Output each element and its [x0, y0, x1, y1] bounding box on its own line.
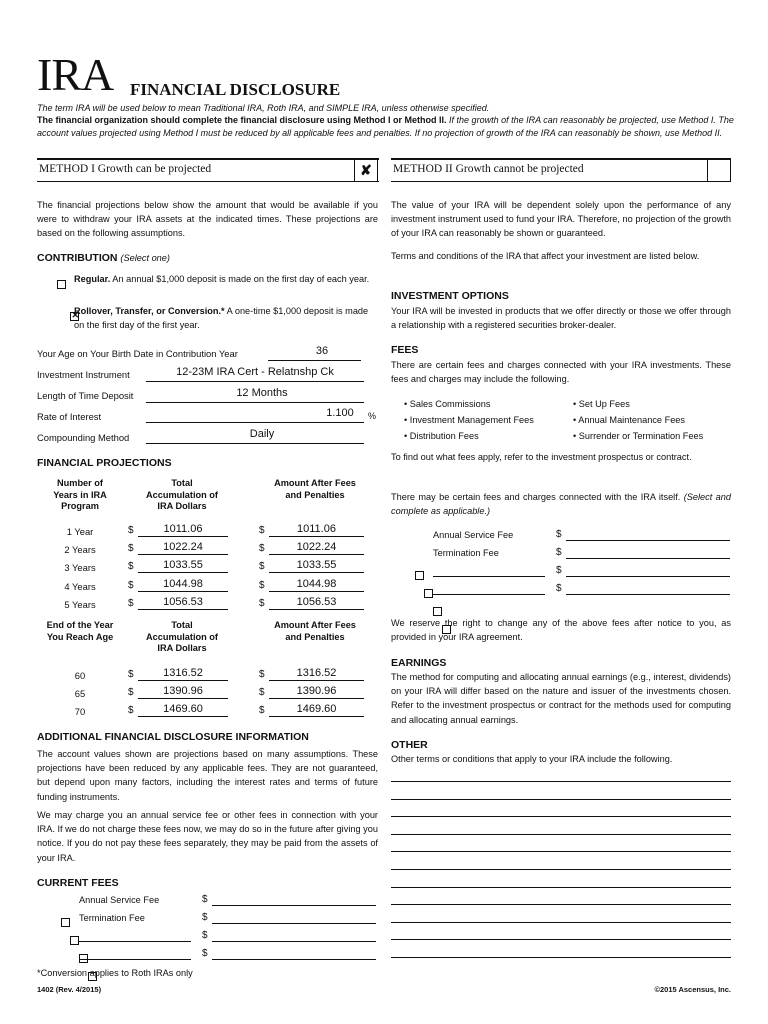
dollar-sign: $ [128, 705, 134, 717]
dollar-sign: $ [259, 597, 265, 609]
intro-bold: The financial organization should complete the financial disclosure using Method I or Method II. [37, 115, 447, 125]
ira-fee-amount-line[interactable] [566, 558, 730, 559]
other-write-line[interactable] [391, 922, 731, 923]
certain-fees-text [391, 490, 731, 518]
other-write-line[interactable] [391, 869, 731, 870]
years-row-label: 4 Years [64, 580, 96, 592]
method2-checkbox[interactable] [707, 159, 731, 181]
investment-heading: INVESTMENT OPTIONS [391, 290, 509, 302]
other-write-line[interactable] [391, 887, 731, 888]
dollar-sign: $ [128, 597, 134, 609]
method1-title: METHOD I Growth can be projected [39, 163, 212, 175]
fee-bullet-item: • Sales Commissions [404, 399, 491, 409]
dollar-sign: $ [128, 687, 134, 699]
additional-heading: ADDITIONAL FINANCIAL DISCLOSURE INFORMATION [37, 731, 309, 743]
method2-p1: The value of your IRA will be dependent solely upon the performance of any investment instrument used to fund your IRA. Therefore, no projection of the growth of your IRA can reasonably be shown or guaranteed. [391, 200, 731, 239]
years-total-value[interactable]: 1044.98 [138, 578, 228, 592]
years-row-label: 1 Year [66, 526, 94, 537]
rate-unit: % [368, 411, 377, 421]
find-out-text: To find out what fees apply, refer to the investment prospectus or contract. [391, 452, 692, 462]
dollar-sign: $ [202, 930, 208, 941]
years-after-value[interactable]: 1011.06 [269, 523, 364, 537]
ira-fee-label: Annual Service Fee [433, 530, 514, 540]
fee-amount-line[interactable] [212, 941, 376, 942]
years-total-value[interactable]: 1022.24 [138, 541, 228, 555]
table2-header-age: End of the Year You Reach Age [46, 620, 114, 642]
years-row-label: 3 Years [64, 562, 96, 574]
table1-header-after: Amount After Fees and Penalties [274, 478, 356, 500]
age-value: 36 [315, 345, 329, 357]
dollar-sign: $ [556, 547, 562, 558]
age-after-value[interactable]: 1469.60 [269, 703, 364, 717]
rollover-text: A one-time $1,000 deposit is made on the first day of the first year. [74, 306, 369, 331]
other-text: Other terms or conditions that apply to your IRA include the following. [391, 754, 673, 764]
dollar-sign: $ [556, 529, 562, 540]
dollar-sign: $ [556, 583, 562, 594]
dollar-sign: $ [259, 525, 265, 536]
earnings-heading: EARNINGS [391, 657, 447, 669]
length-value: 12 Months [236, 387, 288, 399]
age-label: Your Age on Your Birth Date in Contribution Year [37, 348, 238, 359]
other-write-line[interactable] [391, 781, 731, 782]
contribution-heading [37, 252, 170, 264]
ira-fee-checkbox[interactable] [433, 607, 442, 616]
fee-amount-line[interactable] [212, 959, 376, 960]
method2-bottom-rule [391, 181, 731, 182]
ira-fee-checkbox[interactable] [415, 571, 424, 580]
fee-amount-line[interactable] [212, 923, 376, 924]
other-write-line[interactable] [391, 834, 731, 835]
age-total-value[interactable]: 1469.60 [138, 703, 228, 717]
ira-fee-checkbox[interactable] [424, 589, 433, 598]
dollar-sign: $ [202, 912, 208, 923]
method2-p2: Terms and conditions of the IRA that affect your investment are listed below. [391, 251, 700, 261]
reserve-text: We reserve the right to change any of the above fees after notice to you, as provided in your IRA agreement. [391, 618, 731, 643]
rate-value: 1.100 [326, 407, 354, 419]
ira-fee-amount-line[interactable] [566, 576, 730, 577]
table2-header-total: Total Accumulation of IRA Dollars [146, 620, 218, 653]
fee-bullet-item: • Distribution Fees [404, 431, 479, 441]
copyright: ©2015 Ascensus, Inc. [654, 985, 731, 994]
other-write-line[interactable] [391, 816, 731, 817]
rollover-option [74, 304, 378, 332]
table2-header-after: Amount After Fees and Penalties [274, 620, 356, 642]
fee-bullet-item: • Annual Maintenance Fees [573, 415, 686, 425]
regular-text: An annual $1,000 deposit is made on the first day of each year. [110, 274, 370, 284]
years-row-label: 5 Years [64, 598, 96, 610]
ira-fee-name-line[interactable] [433, 576, 545, 577]
method1-bottom-rule [37, 181, 379, 182]
rate-label: Rate of Interest [37, 411, 102, 422]
dollar-sign: $ [202, 894, 208, 905]
years-total-value[interactable]: 1033.55 [138, 559, 228, 573]
method1-top-rule [37, 158, 379, 160]
ira-fee-name-line[interactable] [433, 594, 545, 595]
dollar-sign: $ [259, 543, 265, 555]
age-total-value[interactable]: 1390.96 [138, 685, 228, 699]
regular-label: Regular. [74, 274, 111, 284]
years-after-value[interactable]: 1022.24 [269, 541, 364, 555]
current-fee-label: Annual Service Fee [79, 895, 160, 905]
contribution-label: CONTRIBUTION [37, 252, 118, 264]
additional-p1: The account values shown are projections based on many assumptions. These projections have been reduced by any applicable fees. They are not guaranteed, but depend upon many factors, including the interest rates and terms of future funding instruments. [37, 749, 378, 802]
dollar-sign: $ [128, 525, 134, 536]
investment-text: Your IRA will be invested in products that we offer directly or those we offer through a relationship with a registered securities broker-dealer. [391, 306, 731, 331]
years-after-value[interactable]: 1044.98 [269, 578, 364, 592]
fee-checkbox[interactable] [70, 936, 79, 945]
regular-option [74, 272, 378, 286]
projections-heading: FINANCIAL PROJECTIONS [37, 457, 172, 469]
age-after-value[interactable]: 1316.52 [269, 667, 364, 681]
age-total-value[interactable]: 1316.52 [138, 667, 228, 681]
footnote: *Conversion applies to Roth IRAs only [37, 968, 193, 978]
ira-fee-amount-line[interactable] [566, 594, 730, 595]
other-write-line[interactable] [391, 799, 731, 800]
dollar-sign: $ [259, 561, 265, 573]
rollover-label: Rollover, Transfer, or Conversion.* [74, 306, 225, 316]
instrument-label: Investment Instrument [37, 369, 130, 380]
method2-title: METHOD II Growth cannot be projected [393, 163, 584, 175]
age-row-label: 65 [74, 688, 86, 700]
dollar-sign: $ [259, 705, 265, 717]
fee-checkbox[interactable] [61, 918, 70, 927]
regular-checkbox[interactable] [57, 280, 66, 289]
other-write-line[interactable] [391, 957, 731, 958]
fees-text: There are certain fees and charges connected with your IRA investments. These fees and charges may include the following. [391, 360, 731, 385]
current-fee-label: Termination Fee [79, 913, 145, 923]
ira-fee-amount-line[interactable] [566, 540, 730, 541]
current-fees-heading: CURRENT FEES [37, 877, 119, 889]
fee-name-line[interactable] [79, 959, 191, 960]
fee-bullet-item: • Surrender or Termination Fees [573, 431, 704, 441]
other-write-line[interactable] [391, 939, 731, 940]
ira-fee-label: Termination Fee [433, 548, 499, 558]
additional-p2: We may charge you an annual service fee or other fees in connection with your IRA. If we do not charge these fees now, we may do so in the future after giving you notice. If you do not pay these fees separately, they may be paid from the assets of your IRA. [37, 810, 378, 863]
fee-amount-line[interactable] [212, 905, 376, 906]
table1-header-total: Total Accumulation of IRA Dollars [146, 478, 218, 511]
contribution-note: (Select one) [120, 253, 170, 263]
fee-name-line[interactable] [79, 941, 191, 942]
dollar-sign: $ [259, 579, 265, 591]
age-after-value[interactable]: 1390.96 [269, 685, 364, 699]
age-row-label: 70 [74, 706, 86, 718]
fee-bullet-item: • Set Up Fees [573, 399, 630, 409]
dollar-sign: $ [128, 561, 134, 573]
dollar-sign: $ [128, 543, 134, 555]
intro-line1: The term IRA will be used below to mean Traditional IRA, Roth IRA, and SIMPLE IRA, unless otherwise specified. [37, 103, 490, 113]
years-row-label: 2 Years [64, 544, 96, 556]
other-write-line[interactable] [391, 851, 731, 852]
other-heading: OTHER [391, 739, 428, 751]
years-total-value[interactable]: 1056.53 [138, 596, 228, 610]
table1-header-years: Number of Years in IRA Program [53, 478, 107, 511]
method2-top-rule [391, 158, 731, 160]
dollar-sign: $ [128, 579, 134, 591]
certain-fees-note: (Select and complete as applicable.) [391, 492, 731, 517]
intro-rest: If the growth of the IRA can reasonably be projected, use Method I. The account values projected using Method I must be reduced by all applicable fees and penalties. If no projection of growth of the IRA can reasonably be shown, use Method II. [37, 115, 734, 138]
method1-checkbox[interactable]: ✘ [354, 159, 378, 181]
ira-logo: IRA [37, 49, 114, 100]
other-write-line[interactable] [391, 904, 731, 905]
earnings-text: The method for computing and allocating annual earnings (e.g., interest, dividends) on your IRA will differ based on the nature and issuer of the investments chosen. Refer to the investment prospectus or contract for the methods used for computing and allocating annual earnings. [391, 672, 731, 725]
page-title: FINANCIAL DISCLOSURE [130, 80, 341, 99]
instrument-value: 12-23M IRA Cert - Relatnshp Ck [176, 366, 334, 378]
length-label: Length of Time Deposit [37, 390, 134, 401]
compound-label: Compounding Method [37, 432, 130, 443]
fees-heading: FEES [391, 344, 419, 356]
intro-paragraph [37, 114, 737, 139]
dollar-sign: $ [202, 948, 208, 959]
dollar-sign: $ [128, 669, 134, 680]
form-number: 1402 (Rev. 4/2015) [37, 985, 102, 994]
method1-intro: The financial projections below show the amount that would be available if you were to withdraw your IRA assets at the indicated times. These projections are based on the following assumptions. [37, 200, 378, 239]
fee-bullet-item: • Investment Management Fees [404, 415, 534, 425]
years-after-value[interactable]: 1033.55 [269, 559, 364, 573]
age-row-label: 60 [74, 670, 86, 681]
dollar-sign: $ [556, 565, 562, 576]
dollar-sign: $ [259, 669, 265, 680]
years-after-value[interactable]: 1056.53 [269, 596, 364, 610]
dollar-sign: $ [259, 687, 265, 699]
years-total-value[interactable]: 1011.06 [138, 523, 228, 537]
compound-value: Daily [249, 428, 275, 440]
certain-fees: There may be certain fees and charges connected with the IRA itself. [391, 492, 681, 502]
